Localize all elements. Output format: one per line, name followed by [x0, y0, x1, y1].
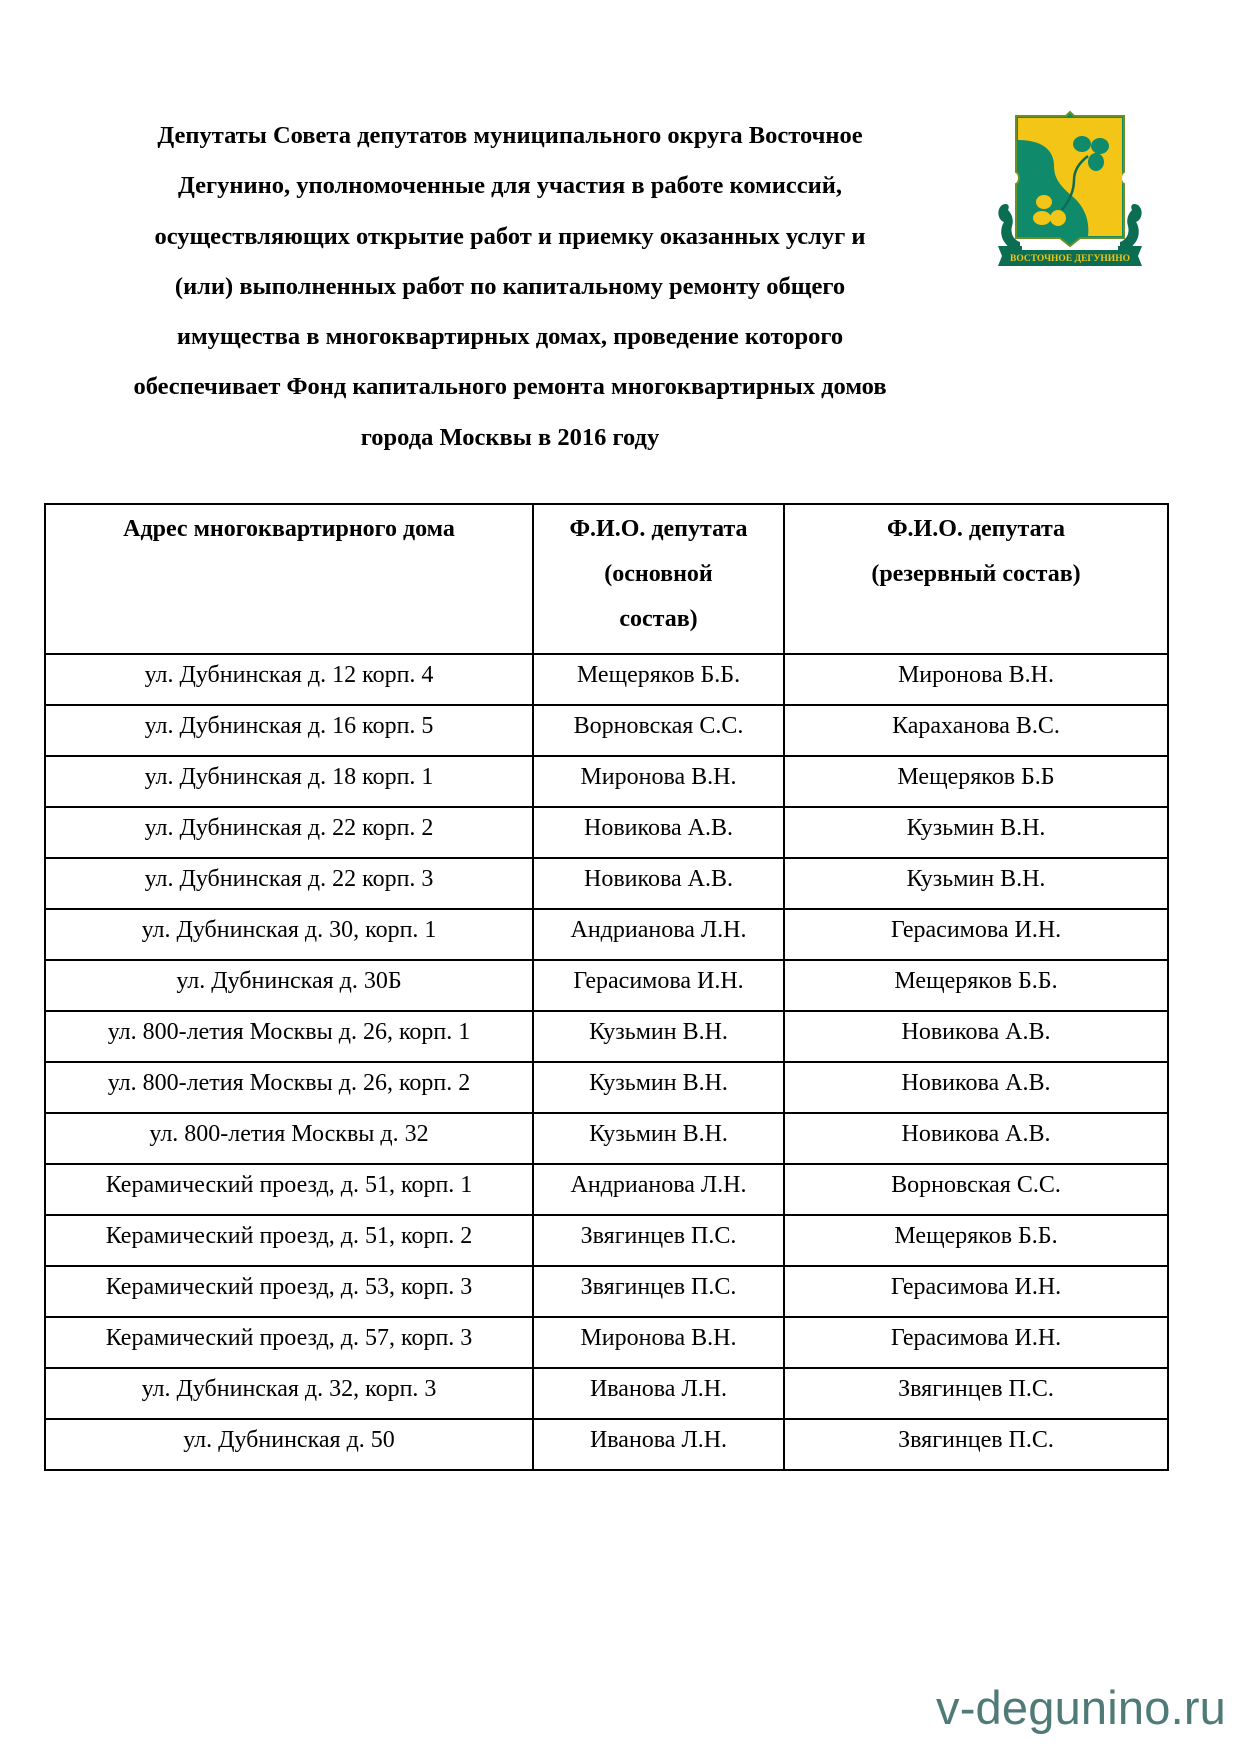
cell-reserve-deputy: Герасимова И.Н.: [784, 1317, 1168, 1368]
cell-address: Керамический проезд, д. 51, корп. 2: [45, 1215, 533, 1266]
header-line: состав): [619, 606, 698, 632]
cell-main-deputy: Ворновская С.С.: [533, 705, 784, 756]
title-line: осуществляющих открытие работ и приемку оказанных услуг и: [154, 222, 866, 250]
table-header-row: [45, 504, 1168, 654]
cell-address: Керамический проезд, д. 51, корп. 1: [45, 1164, 533, 1215]
district-coat-of-arms-logo: [992, 110, 1148, 270]
cell-main-deputy: Кузьмин В.Н.: [533, 1011, 784, 1062]
cell-reserve-deputy: Караханова В.С.: [784, 705, 1168, 756]
cell-address: ул. Дубнинская д. 30, корп. 1: [45, 909, 533, 960]
cell-address: ул. 800-летия Москвы д. 26, корп. 2: [45, 1062, 533, 1113]
table-row: [45, 1113, 1168, 1164]
cell-address: Керамический проезд, д. 53, корп. 3: [45, 1266, 533, 1317]
cell-address: ул. Дубнинская д. 30Б: [45, 960, 533, 1011]
cell-main-deputy: Миронова В.Н.: [533, 756, 784, 807]
cell-reserve-deputy: Миронова В.Н.: [784, 654, 1168, 705]
table-row: [45, 1215, 1168, 1266]
title-line: Дегунино, уполномоченные для участия в работе комиссий,: [177, 172, 843, 200]
cell-address: Керамический проезд, д. 57, корп. 3: [45, 1317, 533, 1368]
cell-reserve-deputy: Герасимова И.Н.: [784, 909, 1168, 960]
cell-reserve-deputy: Кузьмин В.Н.: [784, 807, 1168, 858]
cell-main-deputy: Герасимова И.Н.: [533, 960, 784, 1011]
cell-address: ул. Дубнинская д. 16 корп. 5: [45, 705, 533, 756]
cell-main-deputy: Звягинцев П.С.: [533, 1266, 784, 1317]
header-line: Ф.И.О. депутата: [569, 516, 748, 542]
cell-main-deputy: Миронова В.Н.: [533, 1317, 784, 1368]
cell-reserve-deputy: Мещеряков Б.Б.: [784, 1215, 1168, 1266]
cell-address: ул. Дубнинская д. 50: [45, 1419, 533, 1470]
document-title: [50, 111, 970, 463]
table-row: [45, 909, 1168, 960]
table-row: [45, 858, 1168, 909]
cell-address: ул. Дубнинская д. 18 корп. 1: [45, 756, 533, 807]
header-line: Адрес многоквартирного дома: [123, 516, 455, 542]
table-row: [45, 756, 1168, 807]
cell-address: ул. Дубнинская д. 22 корп. 3: [45, 858, 533, 909]
cell-reserve-deputy: Звягинцев П.С.: [784, 1419, 1168, 1470]
cell-main-deputy: Иванова Л.Н.: [533, 1419, 784, 1470]
cell-main-deputy: Кузьмин В.Н.: [533, 1062, 784, 1113]
table-row: [45, 705, 1168, 756]
svg-text:ВОСТОЧНОЕ ДЕГУНИНО: ВОСТОЧНОЕ ДЕГУНИНО: [1010, 254, 1130, 264]
cell-reserve-deputy: Звягинцев П.С.: [784, 1368, 1168, 1419]
cell-address: ул. Дубнинская д. 12 корп. 4: [45, 654, 533, 705]
header-line: Ф.И.О. депутата: [886, 516, 1066, 542]
table-row: [45, 1266, 1168, 1317]
cell-reserve-deputy: Кузьмин В.Н.: [784, 858, 1168, 909]
title-line: обеспечивает Фонд капитального ремонта многоквартирных домов: [133, 373, 887, 401]
cell-reserve-deputy: Ворновская С.С.: [784, 1164, 1168, 1215]
table-row: [45, 1317, 1168, 1368]
cell-reserve-deputy: Герасимова И.Н.: [784, 1266, 1168, 1317]
table-row: [45, 1062, 1168, 1113]
cell-reserve-deputy: Новикова А.В.: [784, 1062, 1168, 1113]
cell-main-deputy: Новикова А.В.: [533, 807, 784, 858]
cell-reserve-deputy: Новикова А.В.: [784, 1113, 1168, 1164]
cell-main-deputy: Мещеряков Б.Б.: [533, 654, 784, 705]
title-line: города Москвы в 2016 году: [360, 423, 660, 451]
table-row: [45, 960, 1168, 1011]
header-line: (основной: [604, 561, 713, 587]
table-row: [45, 1164, 1168, 1215]
cell-main-deputy: Звягинцев П.С.: [533, 1215, 784, 1266]
cell-reserve-deputy: Мещеряков Б.Б: [784, 756, 1168, 807]
cell-main-deputy: Кузьмин В.Н.: [533, 1113, 784, 1164]
header-reserve-deputy: [784, 504, 1168, 654]
deputies-table: [44, 503, 1169, 1471]
cell-main-deputy: Иванова Л.Н.: [533, 1368, 784, 1419]
header-main-deputy: [533, 504, 784, 654]
cell-main-deputy: Андрианова Л.Н.: [533, 909, 784, 960]
cell-reserve-deputy: Новикова А.В.: [784, 1011, 1168, 1062]
title-line: Депутаты Совета депутатов муниципального округа Восточное: [157, 122, 863, 149]
site-watermark: v-degunino.ru: [936, 1681, 1227, 1734]
table-row: [45, 654, 1168, 705]
cell-reserve-deputy: Мещеряков Б.Б.: [784, 960, 1168, 1011]
header-line: (резервный состав): [871, 561, 1081, 587]
cell-address: ул. Дубнинская д. 32, корп. 3: [45, 1368, 533, 1419]
cell-main-deputy: Новикова А.В.: [533, 858, 784, 909]
cell-address: ул. Дубнинская д. 22 корп. 2: [45, 807, 533, 858]
header-address: [45, 504, 533, 654]
table-row: [45, 1011, 1168, 1062]
cell-address: ул. 800-летия Москвы д. 32: [45, 1113, 533, 1164]
table-row: [45, 1419, 1168, 1470]
cell-address: ул. 800-летия Москвы д. 26, корп. 1: [45, 1011, 533, 1062]
table-row: [45, 1368, 1168, 1419]
cell-main-deputy: Андрианова Л.Н.: [533, 1164, 784, 1215]
title-line: имущества в многоквартирных домах, проведение которого: [176, 323, 844, 351]
title-line: (или) выполненных работ по капитальному ремонту общего: [174, 272, 846, 300]
table-row: [45, 807, 1168, 858]
